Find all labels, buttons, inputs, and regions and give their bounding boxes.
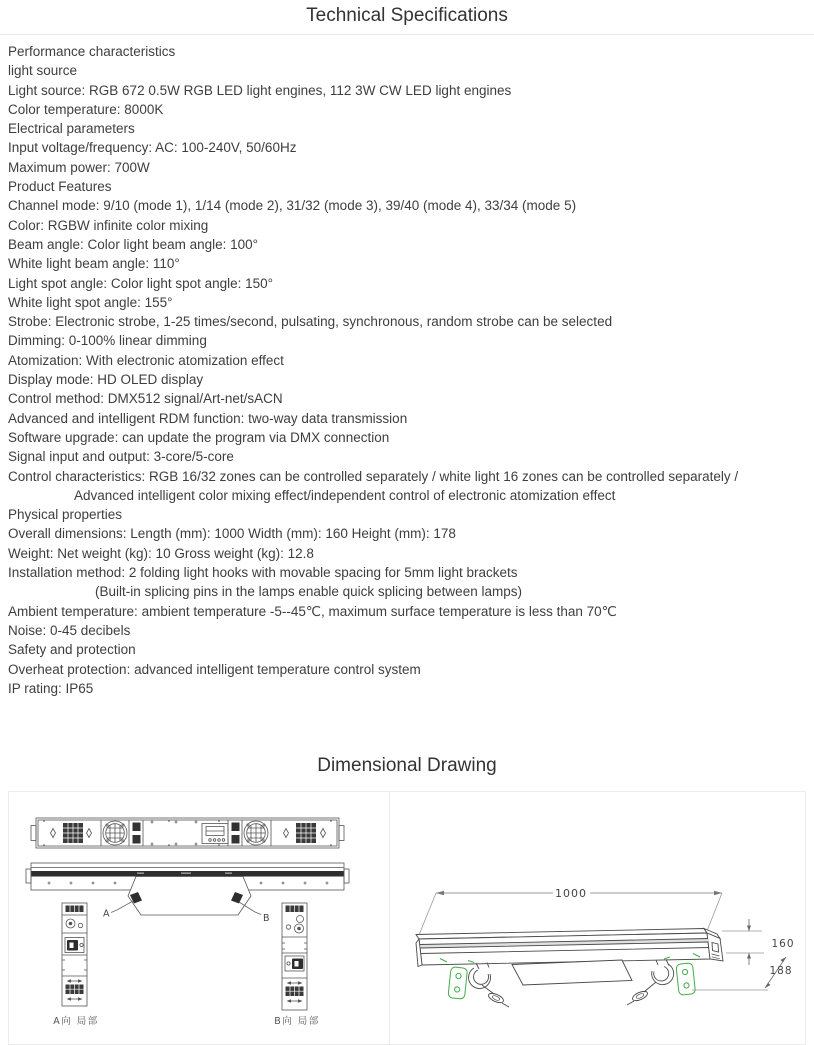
fan-right-icon [244, 821, 268, 845]
spec-line: White light beam angle: 110° [8, 256, 180, 272]
spec-line: Maximum power: 700W [8, 159, 150, 175]
spec-line: Product Features [8, 179, 112, 195]
spec-line: White light spot angle: 155° [8, 294, 173, 310]
length-dimension-label: 1000 [555, 887, 587, 901]
page-title: Technical Specifications [306, 5, 508, 26]
spec-line: Color: RGBW infinite color mixing [8, 217, 209, 233]
spec-line: Software upgrade: can update the program via DMX connection [8, 429, 390, 445]
spec-line: Physical properties [8, 507, 123, 523]
bracket-right-drawing [627, 954, 700, 1006]
display-module [202, 824, 228, 844]
spec-line: Signal input and output: 3-core/5-core [8, 449, 234, 465]
bracket-left-drawing [440, 959, 509, 1008]
spec-line: Control method: DMX512 signal/Art-net/sACN [8, 391, 283, 407]
isometric-view-panel [390, 792, 805, 1044]
spec-list [0, 35, 814, 698]
spec-line: Strobe: Electronic strobe, 1-25 times/second, pulsating, synchronous, random strobe can be selected [8, 314, 613, 330]
isometric-dimension-drawing [390, 792, 805, 1044]
spec-line: Color temperature: 8000K [8, 101, 164, 117]
view-a-label: A [103, 908, 110, 920]
orthographic-views-drawing [9, 792, 389, 1044]
spec-line: Beam angle: Color light beam angle: 100° [8, 236, 259, 252]
spec-line: Atomization: With electronic atomization effect [8, 352, 284, 368]
detail-b-drawing [282, 903, 307, 1010]
drawing-section-title: Dimensional Drawing [317, 755, 497, 777]
spec-line: Performance characteristics [8, 44, 176, 59]
spec-line: Advanced intelligent color mixing effect/independent control of electronic atomization effect [74, 487, 616, 503]
detail-a-caption: A向 局部 [53, 1016, 99, 1028]
spec-line: Channel mode: 9/10 (mode 1), 1/14 (mode 2), 31/32 (mode 3), 39/40 (mode 4), 33/34 (mode 5) [8, 198, 577, 214]
height-body-dimension [722, 919, 764, 965]
vent-grid-left [63, 823, 83, 843]
spec-line: light source [8, 63, 78, 79]
orthographic-views-panel [9, 792, 390, 1044]
detail-b-caption: B向 局部 [274, 1016, 320, 1028]
vent-grid-right [296, 823, 316, 843]
view-b-label: B [263, 913, 270, 925]
under-plate-drawing [512, 960, 632, 985]
spec-line: (Built-in splicing pins in the lamps enable quick splicing between lamps) [95, 584, 522, 600]
spec-line: Noise: 0-45 decibels [8, 622, 131, 638]
spec-line: Input voltage/frequency: AC: 100-240V, 50/60Hz [8, 140, 297, 156]
spec-line: Display mode: HD OLED display [8, 372, 204, 388]
height-total-label: 188 [769, 965, 793, 978]
spec-line: Dimming: 0-100% linear dimming [8, 333, 207, 349]
fan-left-icon [103, 821, 127, 845]
spec-line: Ambient temperature: ambient temperature -5--45℃, maximum surface temperature is less than 70℃ [8, 603, 617, 619]
height-body-label: 160 [771, 938, 795, 951]
dimensional-drawing-card [8, 791, 806, 1045]
spec-line: Weight: Net weight (kg): 10 Gross weight (kg): 12.8 [8, 545, 314, 561]
spec-line: Light source: RGB 672 0.5W RGB LED light engines, 112 3W CW LED light engines [8, 82, 512, 98]
spec-line: Advanced and intelligent RDM function: two-way data transmission [8, 410, 408, 426]
spec-line: Overheat protection: advanced intelligent temperature control system [8, 661, 421, 677]
bar-body-drawing [416, 929, 723, 967]
rear-view-drawing [31, 818, 344, 848]
spec-line: Electrical parameters [8, 121, 135, 137]
spec-line: Control characteristics: RGB 16/32 zones can be controlled separately / white light 16 zones can be controlled separately / [8, 468, 739, 484]
spec-line: Overall dimensions: Length (mm): 1000 Width (mm): 160 Height (mm): 178 [8, 526, 456, 542]
spec-line: IP rating: IP65 [8, 680, 94, 696]
spec-line: Light spot angle: Color light spot angle: 150° [8, 275, 274, 291]
spec-line: Installation method: 2 folding light hooks with movable spacing for 5mm light brackets [8, 565, 518, 581]
detail-a-drawing [62, 903, 87, 1006]
spec-line: Safety and protection [8, 642, 136, 658]
